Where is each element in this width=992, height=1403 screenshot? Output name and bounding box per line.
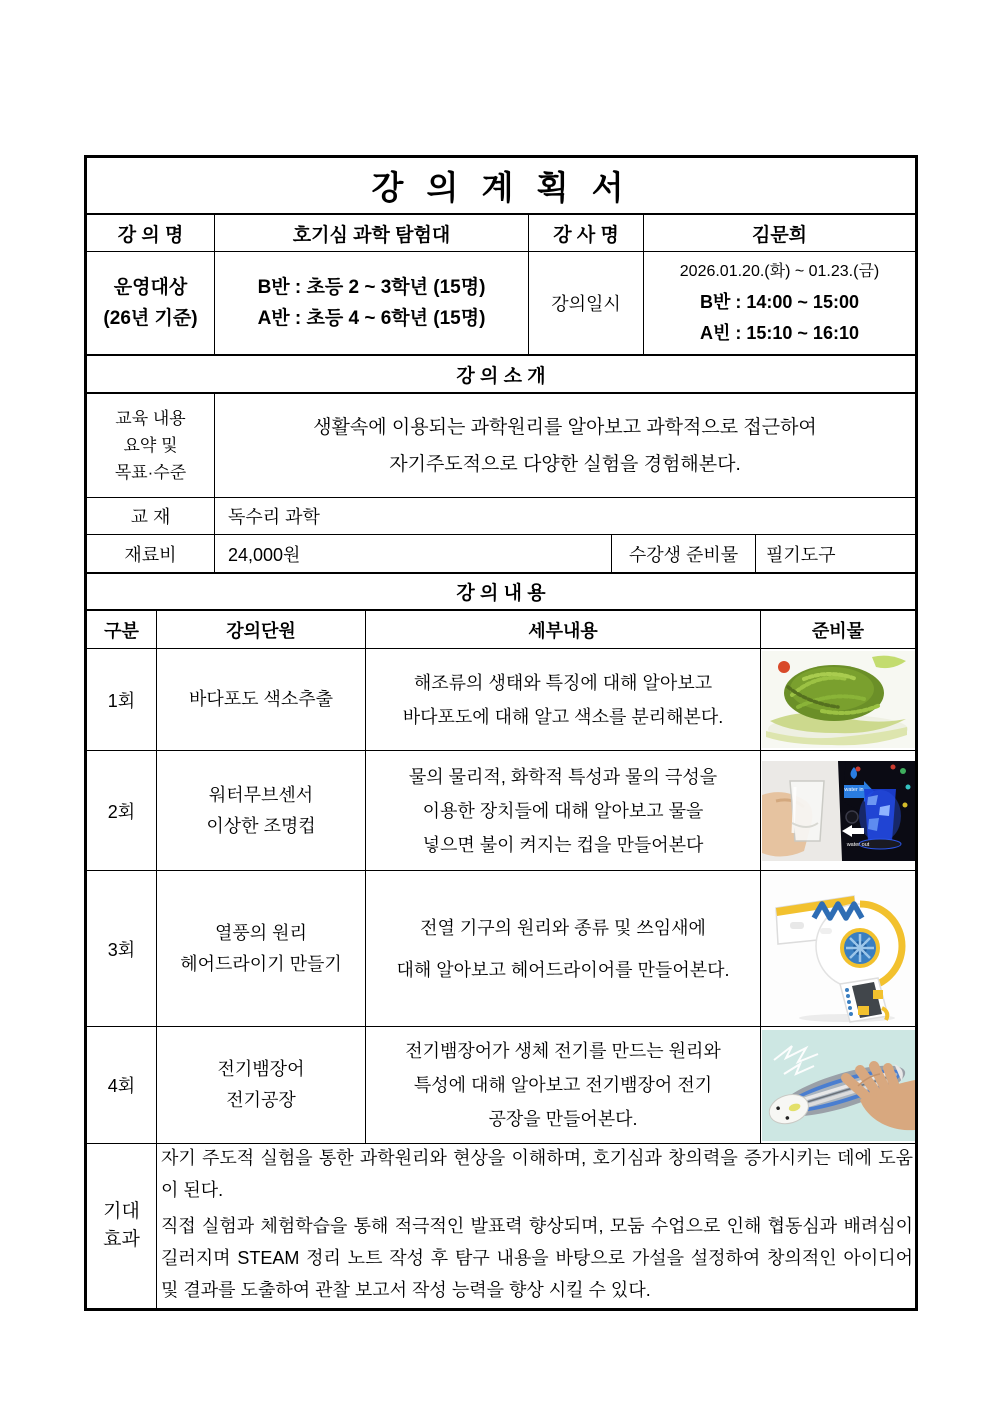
fee-label: 재료비 <box>124 544 177 565</box>
supplies-value: 필기도구 <box>755 535 915 572</box>
title-row <box>87 158 915 213</box>
session-detail: 해조류의 생태와 특징에 대해 알아보고 바다포도에 대해 알고 색소를 분리해본다. <box>365 649 760 750</box>
fee-value: 24,000원 <box>214 535 611 572</box>
course-name-label: 강 의 명 <box>117 224 184 246</box>
summary-row <box>87 392 915 497</box>
lecture-plan-table <box>84 155 918 1311</box>
col-header-supplies: 준비물 <box>760 611 915 648</box>
schedule-label: 강의일시 <box>528 252 643 354</box>
instructor-label: 강 사 명 <box>528 215 643 251</box>
target-schedule-row <box>87 251 915 354</box>
session-number: 1회 <box>107 690 136 711</box>
water-cup-image <box>762 761 915 861</box>
course-name-value: 호기심 과학 탐험대 <box>214 215 528 251</box>
content-row-4 <box>87 1026 915 1143</box>
target-label: 운영대상 (26년 기준) <box>103 277 198 329</box>
session-unit: 전기뱀장어 전기공장 <box>156 1027 365 1143</box>
effects-label: 기대 효과 <box>103 1201 140 1250</box>
session-number: 4회 <box>107 1076 136 1096</box>
electric-eel-photo <box>760 1027 915 1143</box>
col-header-detail: 세부내용 <box>365 611 760 648</box>
sea-grapes-photo <box>760 649 915 750</box>
content-section-header: 강 의 내 용 <box>456 583 546 604</box>
schedule-time-b: B반 : 14:00 ~ 15:00 <box>700 292 859 312</box>
session-number: 2회 <box>107 801 136 822</box>
session-unit: 열풍의 원리 헤어드라이기 만들기 <box>156 871 365 1026</box>
supplies-label: 수강생 준비물 <box>611 535 755 572</box>
electric-eel-image <box>762 1030 915 1141</box>
effects-paragraph-1: 자기 주도적 실험을 통한 과학원리와 현상을 이해하며, 호기심과 창의력을 증가시키는 데에 도움이 된다. <box>161 1148 913 1200</box>
session-unit: 바다포도 색소추출 <box>156 649 365 750</box>
expected-effects-row <box>87 1143 915 1308</box>
content-row-3 <box>87 870 915 1026</box>
target-value <box>214 252 528 354</box>
hair-dryer-image <box>762 874 915 1024</box>
instructor-value: 김문희 <box>643 215 915 251</box>
water-in-label: water in <box>843 786 864 793</box>
session-detail: 물의 물리적, 화학적 특성과 물의 극성을 이용한 장치들에 대해 알아보고 물을 넣으면 불이 켜지는 컵을 만들어본다 <box>365 751 760 870</box>
session-detail: 전열 기구의 원리와 종류 및 쓰임새에 대해 알아보고 헤어드라이어를 만들어본다. <box>365 871 760 1026</box>
target-class-a: A반 : 초등 4 ~ 6학년 (15명) <box>257 308 486 329</box>
course-row <box>87 213 915 251</box>
summary-label: 교육 내용 요약 및 목표·수준 <box>114 409 187 482</box>
textbook-value: 독수리 과학 <box>214 498 915 534</box>
intro-section-header: 강 의 소 개 <box>456 365 546 387</box>
schedule-time-a: A빈 : 15:10 ~ 16:10 <box>700 323 859 343</box>
summary-text: 생활속에 이용되는 과학원리를 알아보고 과학적으로 접근하여 자기주도적으로 다양한 실험을 경험해본다. <box>214 394 915 497</box>
col-header-unit: 강의단원 <box>156 611 365 648</box>
content-table-header <box>87 609 915 648</box>
content-row-2 <box>87 750 915 870</box>
session-detail: 전기뱀장어가 생체 전기를 만드는 원리와 특성에 대해 알아보고 전기뱀장어 전기 공장을 만들어본다. <box>365 1027 760 1143</box>
target-class-b: B반 : 초등 2 ~ 3학년 (15명) <box>257 277 486 298</box>
content-row-1 <box>87 648 915 750</box>
col-header-no: 구분 <box>104 620 139 641</box>
fee-row <box>87 534 915 572</box>
page-title: 강 의 계 획 서 <box>371 169 631 206</box>
content-section-header-row <box>87 572 915 609</box>
sea-grapes-image <box>762 651 915 748</box>
water-out-label: water out <box>846 841 869 848</box>
intro-section-header-row <box>87 354 915 392</box>
effects-paragraph-2: 직접 실험과 체험학습을 통해 적극적인 발표력 향상되며, 모둠 수업으로 인해 협동심과 배려심이 길러지며 STEAM 정리 노트 작성 후 탐구 내용을 바탕으로 가설을 설정하여 창의적인 아이디어 및 결과를 도출하여 관찰 보고서 작성 능력을 향상 시킬 수 있다. <box>161 1216 913 1300</box>
session-unit: 워터무브센서 이상한 조명컵 <box>156 751 365 870</box>
schedule-value <box>643 252 915 354</box>
schedule-date: 2026.01.20.(화) ~ 01.23.(금) <box>679 263 880 280</box>
textbook-label: 교 재 <box>130 507 171 527</box>
water-sensor-cup-photo <box>760 751 915 870</box>
hair-dryer-photo <box>760 871 915 1026</box>
effects-text <box>156 1144 915 1308</box>
session-number: 3회 <box>107 939 136 960</box>
textbook-row <box>87 497 915 534</box>
